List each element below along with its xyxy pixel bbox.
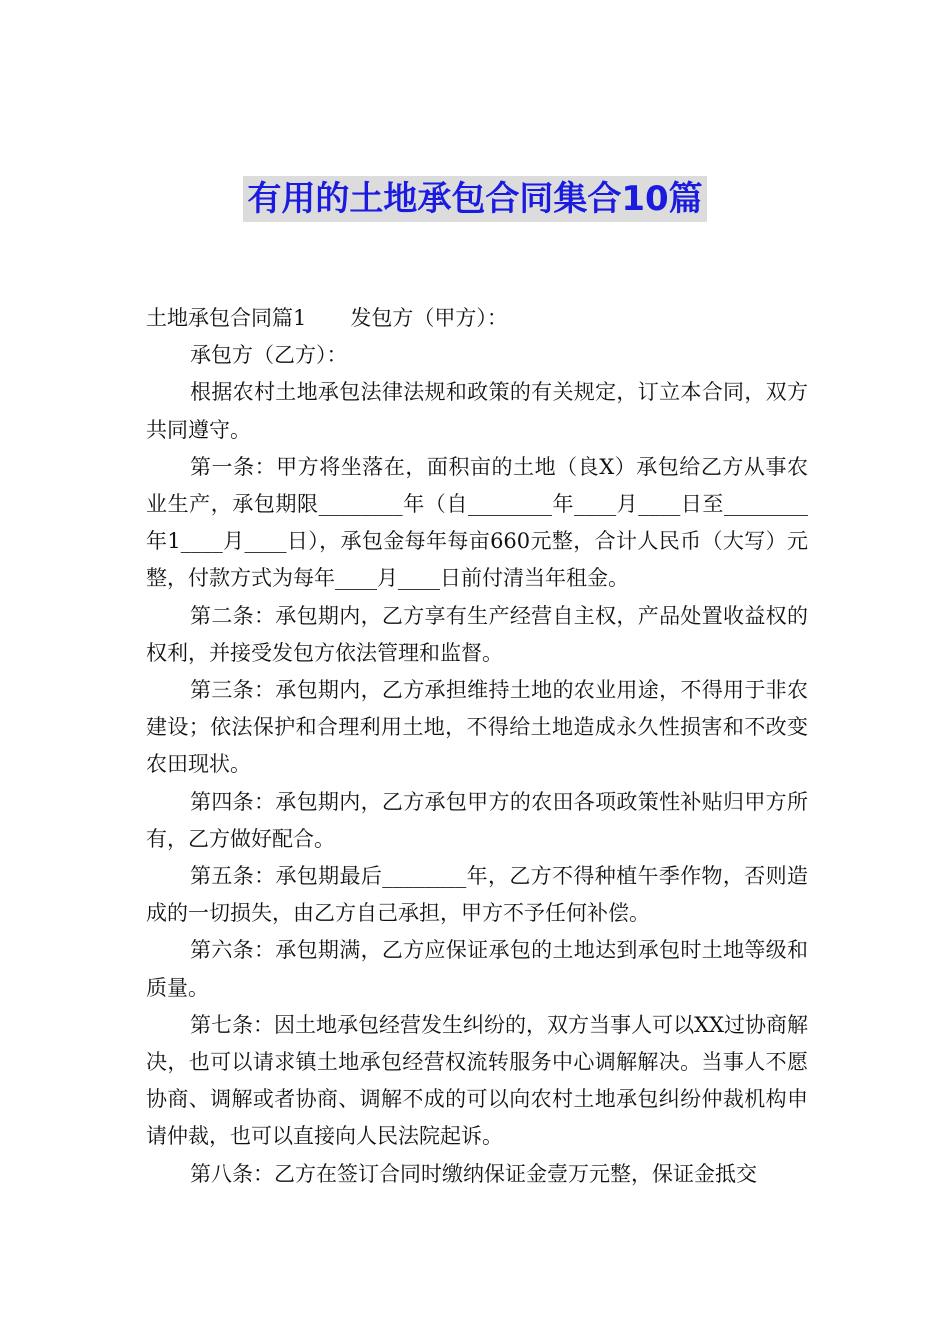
paragraph-article-3: 第三条：承包期内，乙方承担维持土地的农业用途，不得用于非农建设；依法保护和合理利用土地，不得给土地造成永久性损害和不改变农田现状。 xyxy=(146,678,808,777)
paragraph-article-2: 第二条：承包期内，乙方享有生产经营自主权，产品处置收益权的权利，并接受发包方依法管理和监督。 xyxy=(146,603,808,665)
document-title: 有用的土地承包合同集合10篇 xyxy=(243,176,706,222)
contract-heading: 土地承包合同篇1 xyxy=(146,306,307,330)
paragraph-article-8: 第八条：乙方在签订合同时缴纳保证金壹万元整，保证金抵交 xyxy=(190,1161,757,1186)
title-wrap xyxy=(0,176,950,222)
contract-heading-line xyxy=(146,300,808,337)
paragraph-article-1: 第一条：甲方将坐落在，面积亩的土地（良X）承包给乙方从事农业生产，承包期限________年（自________年____月____日至________年1____月____日），承包金每年每亩660元整，合计人民币（大写）元整，付款方式为每年____月____日前付清当年租金。 xyxy=(146,454,808,591)
paragraph-article-5: 第五条：承包期最后________年，乙方不得种植午季作物，否则造成的一切损失，由乙方自己承担，甲方不予任何补偿。 xyxy=(146,864,808,926)
party-a-label: 发包方（甲方）： xyxy=(350,306,508,330)
paragraph-preamble: 根据农村土地承包法律法规和政策的有关规定，订立本合同，双方共同遵守。 xyxy=(146,380,808,442)
paragraph-article-4: 第四条：承包期内，乙方承包甲方的农田各项政策性补贴归甲方所有，乙方做好配合。 xyxy=(146,789,808,851)
paragraph-article-6: 第六条：承包期满，乙方应保证承包的土地达到承包时土地等级和质量。 xyxy=(146,938,808,1000)
document-body xyxy=(146,300,808,1193)
paragraph-article-7: 第七条：因土地承包经营发生纠纷的，双方当事人可以XX过协商解决，也可以请求镇土地承包经营权流转服务中心调解解决。当事人不愿协商、调解或者协商、调解不成的可以向农村土地承包纠纷仲裁机构申请仲裁，也可以直接向人民法院起诉。 xyxy=(146,1012,808,1149)
party-b-label: 承包方（乙方）： xyxy=(190,343,348,368)
